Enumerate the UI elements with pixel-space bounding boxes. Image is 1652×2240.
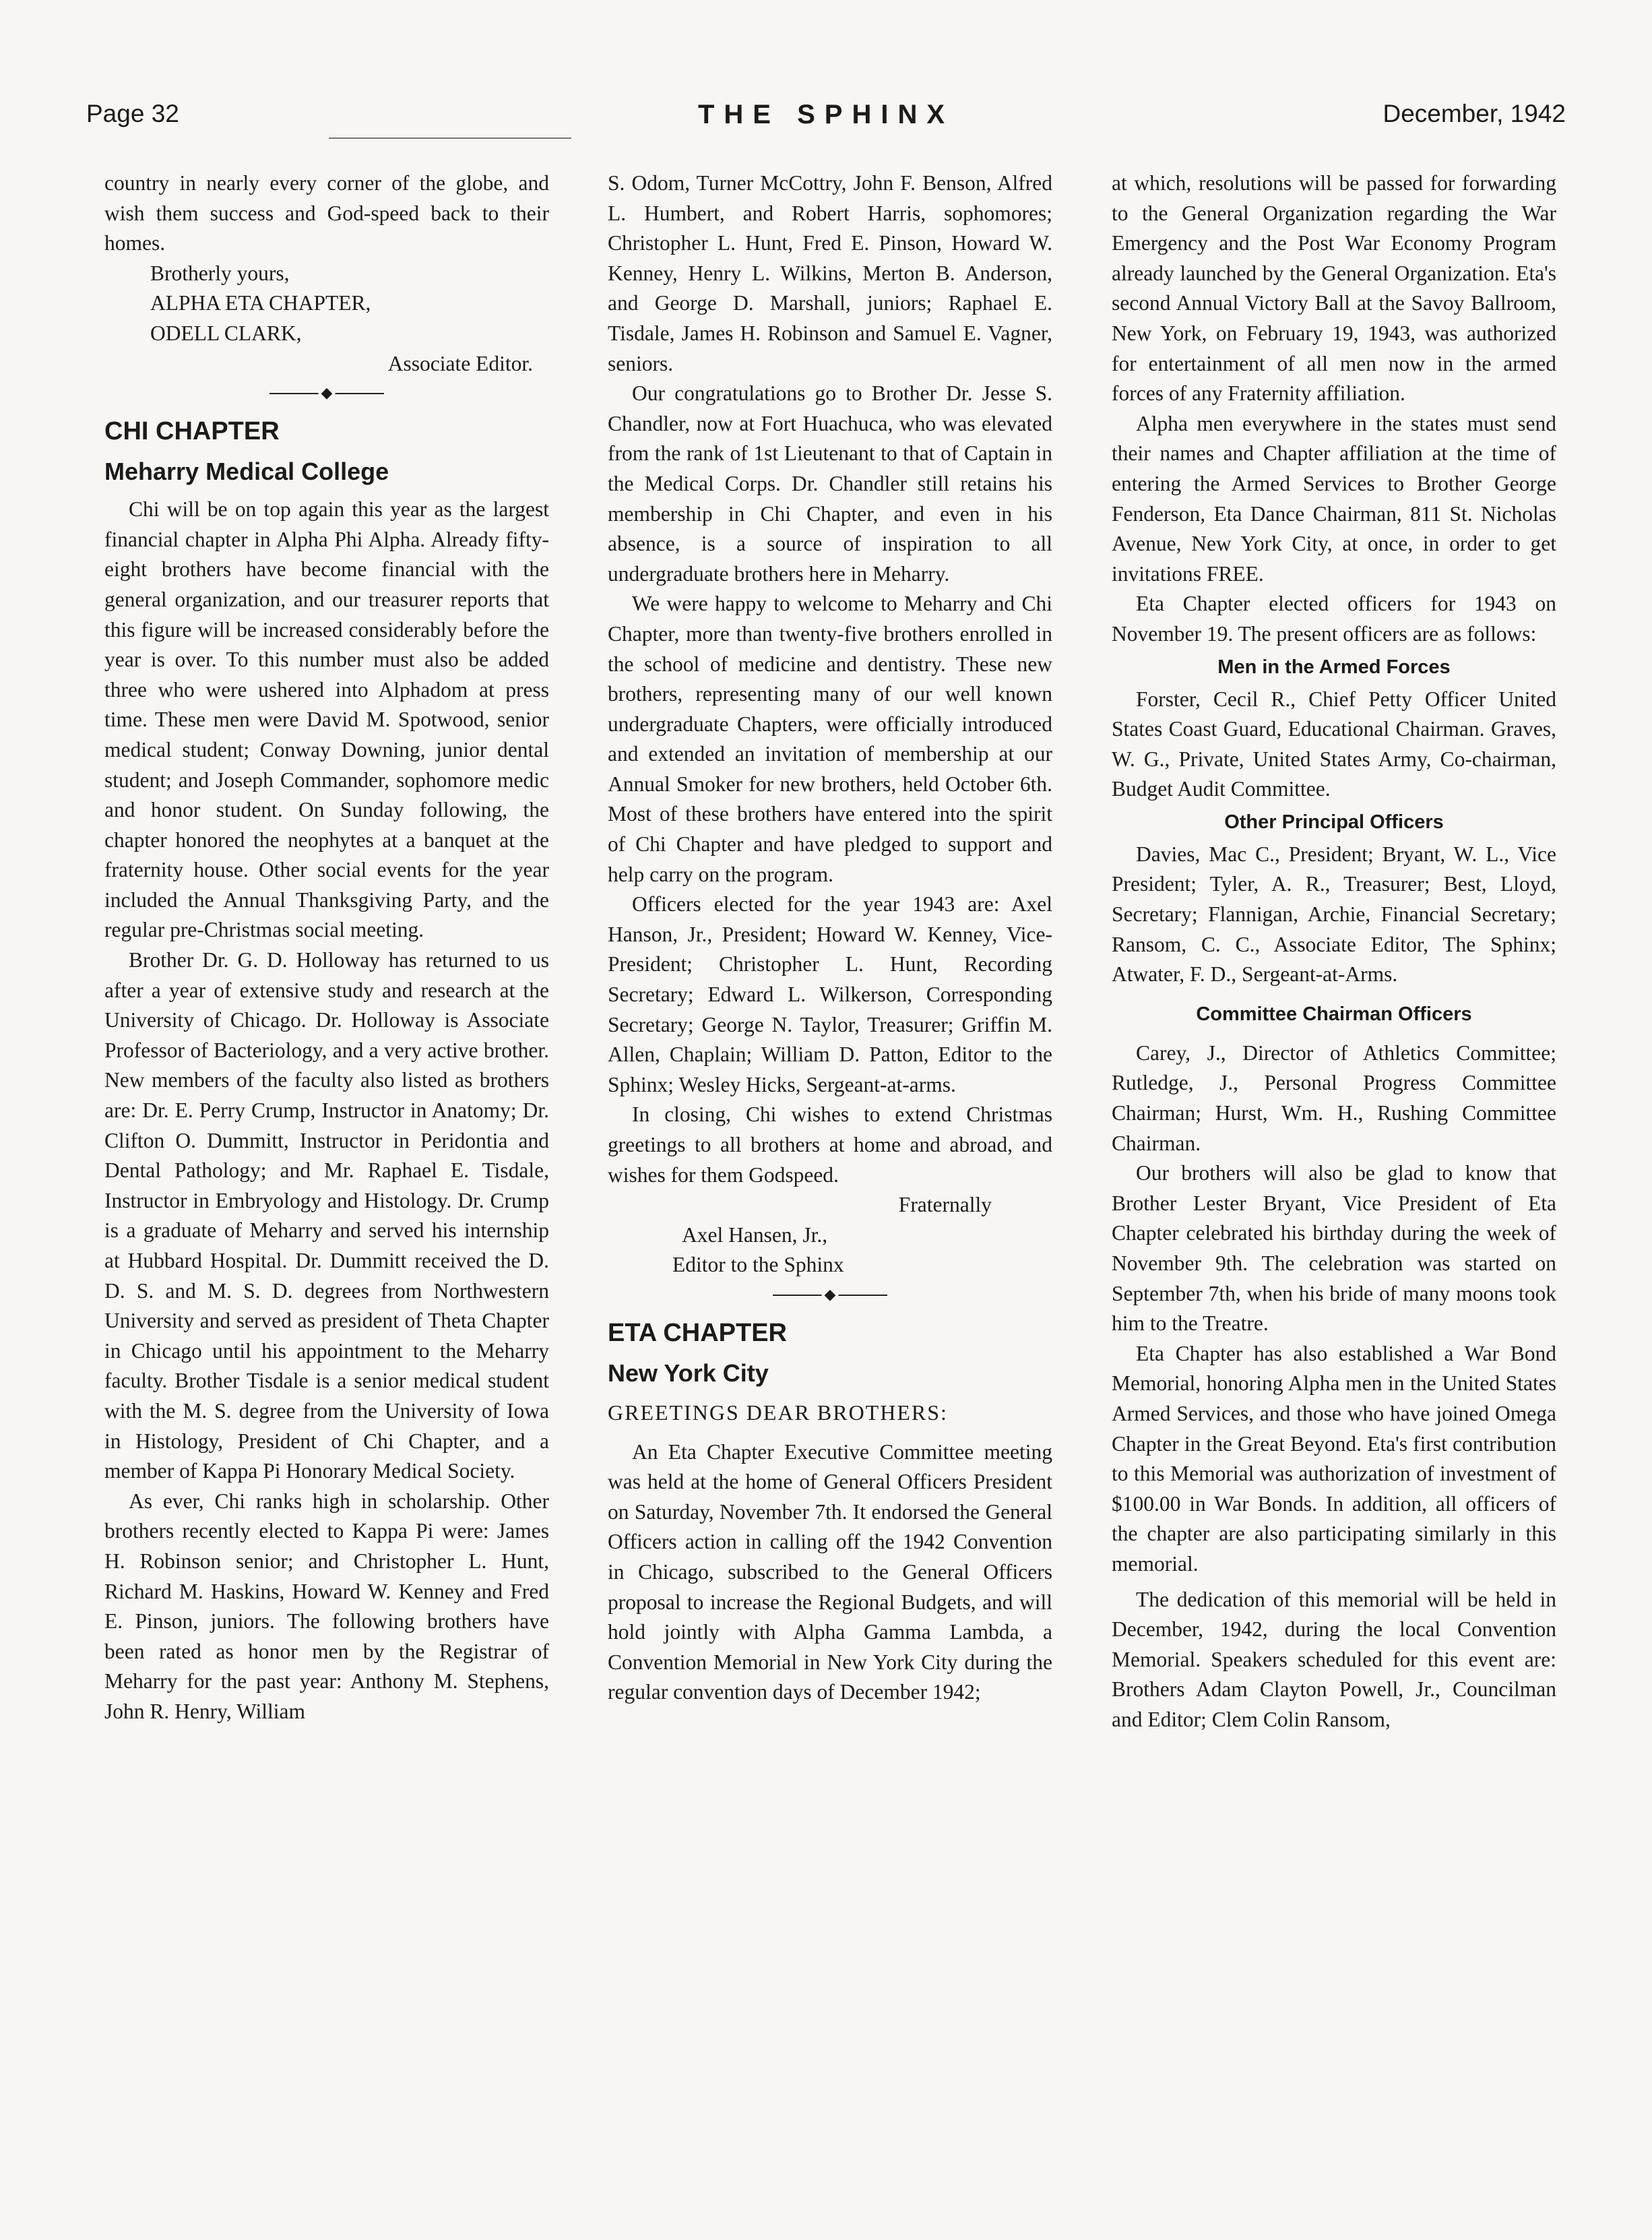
chi-chapter-heading: CHI CHAPTER <box>104 417 280 446</box>
publication-title: THE SPHINX <box>697 100 955 129</box>
col1-intro-paragraph: country in nearly every corner of the globe, and wish them success and God-speed back to their homes. <box>104 171 549 255</box>
eta-paragraph-5: Eta Chapter has also established a War Bond Memorial, honoring Alpha men in the United States Armed Services, and those who have joined Omega Chapter in the Great Beyond. Eta's first contribution to this Memorial was authorization of investment of $100.00 in War Bonds. In addition, all officers of the chapter are also participating similarly in this memorial. <box>1112 1341 1556 1576</box>
chi-closing-paragraph: In closing, Chi wishes to extend Christmas greetings to all brothers at home and abroad, and wishes for them Godspeed. <box>608 1102 1052 1187</box>
armed-forces-paragraph: Forster, Cecil R., Chief Petty Officer United States Coast Guard, Educational Chairman. Graves, W. G., Private, United States Army, Co-chairman, Budget Audit Committee. <box>1112 687 1556 801</box>
eta-paragraph-1: An Eta Chapter Executive Committee meeting was held at the home of General Officers President on Saturday, November 7th. It endorsed the General Officers action in calling off the 1942 Convention in Chicago, subscribed to the General Officers proposal to increase the Regional Budgets, and will hold jointly with Alpha Gamma Lambda, a Convention Memorial in New York City during the regular convention days of December 1942; <box>608 1439 1052 1704</box>
eta-paragraph-continued: at which, resolutions will be passed for forwarding to the General Organization regarding the War Emergency and the Post War Economy Program already launched by the General Organization. Eta's second Annual Victory Ball at the Savoy Ballroom, New York, on February 19, 1943, was authorized for entertainment of all men now in the armed forces of any Fraternity affiliation. <box>1112 171 1556 406</box>
diamond-ornament: ◆ <box>822 1286 839 1303</box>
chi-officers-paragraph: Officers elected for the year 1943 are: Axel Hanson, Jr., President; Howard W. Kenney, Vice-President; Christopher L. Hunt, Recording Secretary; Edward L. Wilkerson, Corresponding Secretary; George N. Taylor, Treasurer; Griffin M. Allen, Chaplain; William D. Patton, Editor to the Sphinx; Wesley Hicks, Sergeant-at-arms. <box>608 892 1052 1096</box>
eta-paragraph-3: Eta Chapter elected officers for 1943 on November 19. The present officers are as follows: <box>1112 592 1556 646</box>
section-separator <box>269 384 384 402</box>
col1-signature-title: Associate Editor. <box>387 351 533 375</box>
column-2 <box>608 168 1052 2210</box>
col2-closing: Fraternally <box>898 1193 992 1217</box>
issue-date: December, 1942 <box>1383 100 1566 127</box>
eta-paragraph-6: The dedication of this memorial will be held in December, 1942, during the local Convention Memorial. Speakers scheduled for this event are: Brothers Adam Clayton Powell, Jr., Councilman and Editor; Clem Colin Ransom, <box>1112 1587 1556 1731</box>
diamond-ornament: ◆ <box>319 384 336 402</box>
col1-closing: Brotherly yours, <box>150 261 290 285</box>
armed-forces-heading: Men in the Armed Forces <box>1217 656 1451 678</box>
principal-officers-heading: Other Principal Officers <box>1224 811 1444 833</box>
chi-chapter-subheading: Meharry Medical College <box>104 458 389 486</box>
col1-signature-name: ODELL CLARK, <box>150 321 302 345</box>
eta-paragraph-2: Alpha men everywhere in the states must send their names and Chapter affiliation at the time of entering the Armed Services to Brother George Fenderson, Eta Dance Chairman, 811 St. Nicholas Avenue, New York City, at once, in order to get invitations FREE. <box>1112 411 1556 586</box>
eta-chapter-heading: ETA CHAPTER <box>608 1318 787 1347</box>
col2-signature-name: Axel Hansen, Jr., <box>682 1222 828 1247</box>
committee-officers-heading: Committee Chairman Officers <box>1196 1003 1472 1025</box>
page-header <box>86 100 1566 140</box>
col2-signature-title: Editor to the Sphinx <box>672 1253 844 1277</box>
column-1 <box>104 168 549 2210</box>
chi-paragraph-continued: S. Odom, Turner McCottry, John F. Benson, Alfred L. Humbert, and Robert Harris, sophomores; Christopher L. Hunt, Fred E. Pinson, Howard W. Kenney, Henry L. Wilkins, Merton B. Anderson, and George D. Marshall, juniors; Raphael E. Tisdale, James H. Robinson and Samuel E. Vagner, seniors. <box>608 171 1052 375</box>
column-3 <box>1112 168 1556 2210</box>
section-separator <box>773 1286 887 1303</box>
page-number: Page 32 <box>86 100 179 127</box>
header-rule <box>329 137 571 139</box>
eta-paragraph-4: Our brothers will also be glad to know that Brother Lester Bryant, Vice President of Eta Chapter celebrated his birthday during the week of November 9th. The celebration was started on September 7th, when his bride of many moons took him to the Treatre. <box>1112 1161 1556 1336</box>
chi-paragraph-3: As ever, Chi ranks high in scholarship. Other brothers recently elected to Kappa Pi were: James H. Robinson senior; and Christopher L. Hunt, Richard M. Haskins, Howard W. Kenney and Fred E. Pinson, juniors. The following brothers have been rated as honor men by the Registrar of Meharry for the past year: Anthony M. Stephens, John R. Henry, William <box>104 1489 549 1723</box>
col1-signature-chapter: ALPHA ETA CHAPTER, <box>150 291 371 315</box>
eta-chapter-subheading: New York City <box>608 1359 769 1387</box>
eta-greeting: GREETINGS DEAR BROTHERS: <box>608 1400 948 1425</box>
principal-officers-paragraph: Davies, Mac C., President; Bryant, W. L., Vice President; Tyler, A. R., Treasurer; Best, Lloyd, Secretary; Flannigan, Archie, Financial Secretary; Ransom, C. C., Associate Editor, The Sphinx; Atwater, F. D., Sergeant-at-Arms. <box>1112 842 1556 987</box>
chi-paragraph-1: Chi will be on top again this year as the largest financial chapter in Alpha Phi Alpha. Already fifty-eight brothers have become financial with the general organization, and our treasurer reports that this figure will be increased considerably before the year is over. To this number must also be added three who were ushered into Alphadom at press time. These men were David M. Spotwood, senior medical student; Conway Downing, junior dental student; and Joseph Commander, sophomore medic and honor student. On Sunday following, the chapter honored the neophytes at a banquet at the fraternity house. Other social events for the year included the Annual Thanksgiving Party, and the regular pre-Christmas social meeting. <box>104 497 549 942</box>
committee-officers-paragraph: Carey, J., Director of Athletics Committee; Rutledge, J., Personal Progress Committee Chairman; Hurst, Wm. H., Rushing Committee Chairman. <box>1112 1040 1556 1155</box>
chi-paragraph-5: We were happy to welcome to Meharry and Chi Chapter, more than twenty-five brothers enrolled in the school of medicine and dentistry. These new brothers, representing many of our well known undergraduate Chapters, were officially introduced and extended an invitation of membership at our Annual Smoker for new brothers, held October 6th. Most of these brothers have entered into the spirit of Chi Chapter and have pledged to support and help carry on the program. <box>608 592 1052 886</box>
chi-paragraph-4: Our congratulations go to Brother Dr. Jesse S. Chandler, now at Fort Huachuca, who was elevated from the rank of 1st Lieutenant to that of Captain in the Medical Corps. Dr. Chandler still retains his membership in Chi Chapter, and even in his absence, is a source of inspiration to all undergraduate brothers here in Meharry. <box>608 381 1052 586</box>
chi-paragraph-2: Brother Dr. G. D. Holloway has returned to us after a year of extensive study and research at the University of Chicago. Dr. Holloway is Associate Professor of Bacteriology, and a very active brother. New members of the faculty also listed as brothers are: Dr. E. Perry Crump, Instructor in Anatomy; Dr. Clifton O. Dummitt, Instructor in Peridontia and Dental Pathology; and Mr. Raphael E. Tisdale, Instructor in Embryology and Histology. Dr. Crump is a graduate of Meharry and served his internship at Hubbard Hospital. Dr. Dummitt received the D. D. S. and M. S. D. degrees from Northwestern University and served as president of Theta Chapter in Chicago until his appointment to the Meharry faculty. Brother Tisdale is a senior medical student with the M. S. degree from the University of Iowa in Histology, President of Chi Chapter, and a member of Kappa Pi Honorary Medical Society. <box>104 948 549 1483</box>
